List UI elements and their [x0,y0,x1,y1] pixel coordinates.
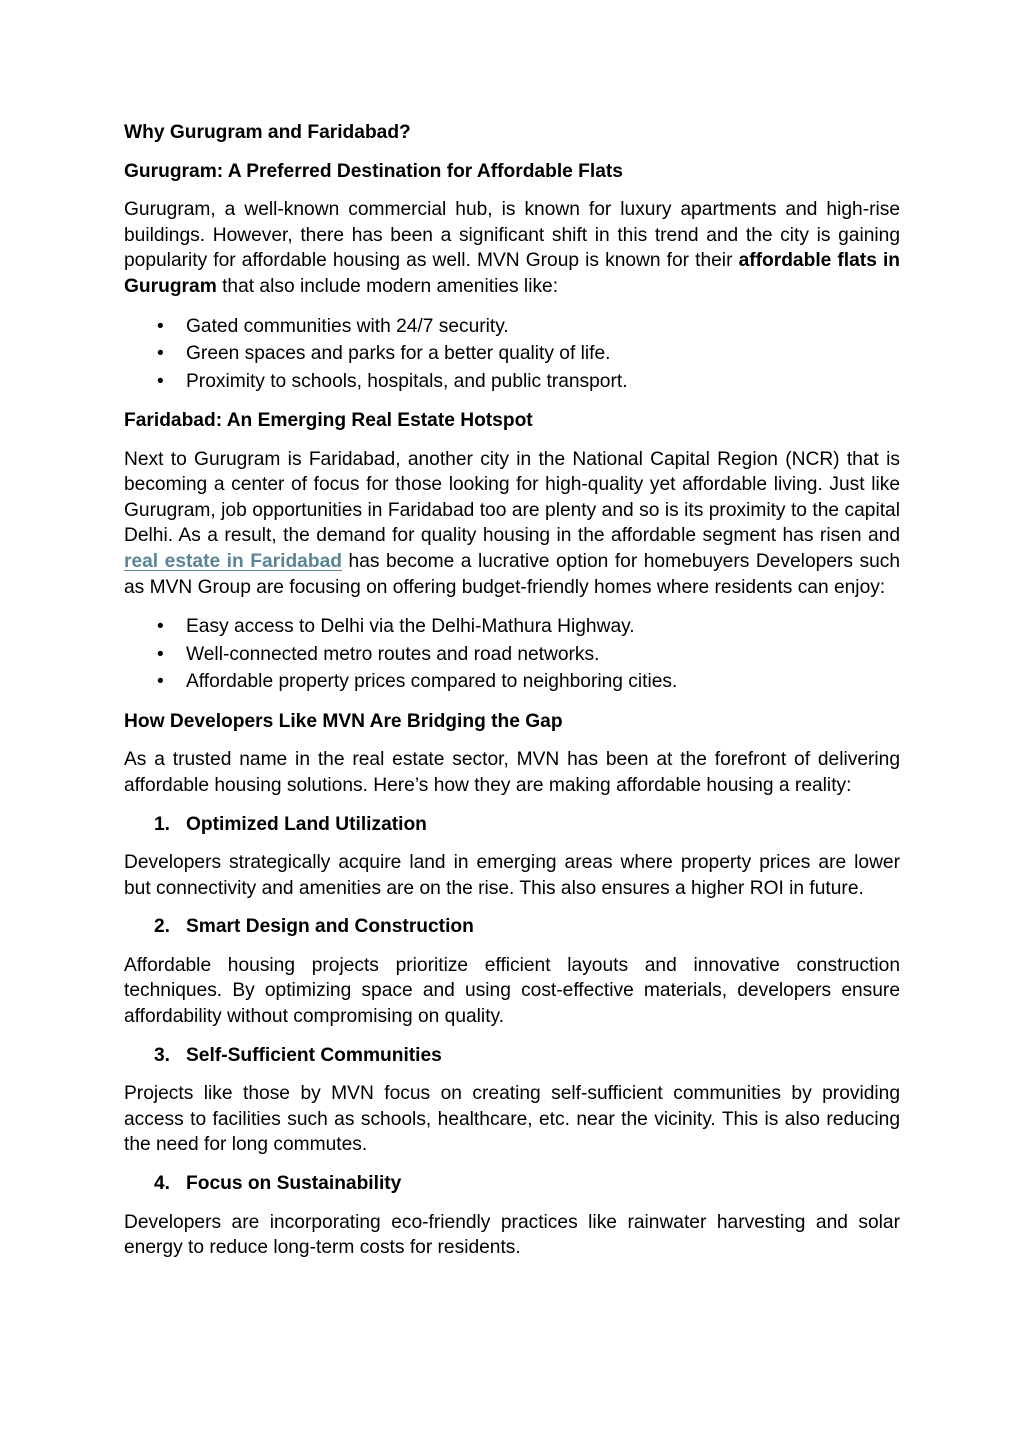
heading-developers-bridging-gap: How Developers Like MVN Are Bridging the Gap [124,710,563,732]
bullet-icon: • [157,643,164,665]
bullet-icon: • [157,315,164,337]
paragraph-text: that also include modern amenities like: [216,275,559,297]
numbered-heading-smart-design [124,914,900,940]
heading-gurugram: Gurugram: A Preferred Destination for Affordable Flats [124,160,623,182]
document-page [124,120,900,1274]
paragraph-faridabad [124,447,900,601]
list-item-text: Green spaces and parks for a better quality of life. [186,343,611,365]
paragraph-mvn-intro: As a trusted name in the real estate sector, MVN has been at the forefront of delivering affordable housing solutions. Here’s how they are making affordable housing a reality: [124,749,900,796]
faridabad-benefits-list [124,613,900,696]
paragraph-smart-design: Affordable housing projects prioritize efficient layouts and innovative construction techniques. By optimizing space and using cost-effective materials, developers ensure affordability without compromising on quality. [124,954,900,1028]
bullet-icon: • [157,343,164,365]
list-item [124,668,900,696]
list-item-text: Proximity to schools, hospitals, and public transport. [186,370,628,392]
paragraph-gurugram [124,197,900,299]
list-item-text: Affordable property prices compared to neighboring cities. [186,671,678,693]
list-item [124,368,900,396]
item-title: Smart Design and Construction [186,916,474,938]
item-title: Focus on Sustainability [186,1173,402,1195]
list-item [124,313,900,341]
paragraph-land-utilization: Developers strategically acquire land in emerging areas where property prices are lower but connectivity and amenities are on the rise. This also ensures a higher ROI in future. [124,852,900,899]
gurugram-amenities-list [124,313,900,396]
numbered-heading-sustainability [124,1171,900,1197]
bullet-icon: • [157,616,164,638]
paragraph-text: has become a lucrative option for homebuyers Developers such as MVN Group are focusing on offering budget-friendly homes where residents can enjoy: [124,551,901,598]
item-number: 4. [154,1173,171,1195]
bullet-icon: • [157,671,164,693]
list-item-text: Easy access to Delhi via the Delhi-Mathura Highway. [186,616,635,638]
item-title: Self-Sufficient Communities [186,1044,442,1066]
paragraph-text: Next to Gurugram is Faridabad, another city in the National Capital Region (NCR) that is becoming a center of focus for those looking for high-quality yet affordable living. Just like Gurugram, job opportunities in Faridabad too are plenty and so is its proximity to the capital Delhi. As a result, the demand for quality housing in the affordable segment has risen and [124,448,900,547]
list-item [124,641,900,669]
numbered-heading-self-sufficient [124,1043,900,1069]
paragraph-sustainability: Developers are incorporating eco-friendly practices like rainwater harvesting and solar energy to reduce long-term costs for residents. [124,1211,900,1259]
list-item [124,613,900,641]
bold-phrase-affordable-flats: affordable flats in Gurugram [124,250,901,297]
list-item-text: Well-connected metro routes and road networks. [186,643,600,665]
paragraph-self-sufficient: Projects like those by MVN focus on creating self-sufficient communities by providing access to facilities such as schools, healthcare, etc. near the vicinity. This is also reducing the need for long commutes. [124,1083,900,1156]
list-item-text: Gated communities with 24/7 security. [186,315,509,337]
real-estate-faridabad-link[interactable]: real estate in Faridabad [124,551,342,573]
list-item [124,340,900,368]
item-number: 2. [154,916,171,938]
item-number: 3. [154,1044,171,1066]
numbered-heading-land-utilization [124,812,900,838]
item-title: Optimized Land Utilization [186,813,427,835]
paragraph-text: Gurugram, a well-known commercial hub, is known for luxury apartments and high-rise buildings. However, there has been a significant shift in this trend and the city is gaining popularity for affordable housing as well. MVN Group is known for their [124,199,900,272]
item-number: 1. [154,813,171,835]
heading-why-gurugram-faridabad: Why Gurugram and Faridabad? [124,122,411,143]
bullet-icon: • [157,370,164,392]
heading-faridabad: Faridabad: An Emerging Real Estate Hotspot [124,410,533,432]
